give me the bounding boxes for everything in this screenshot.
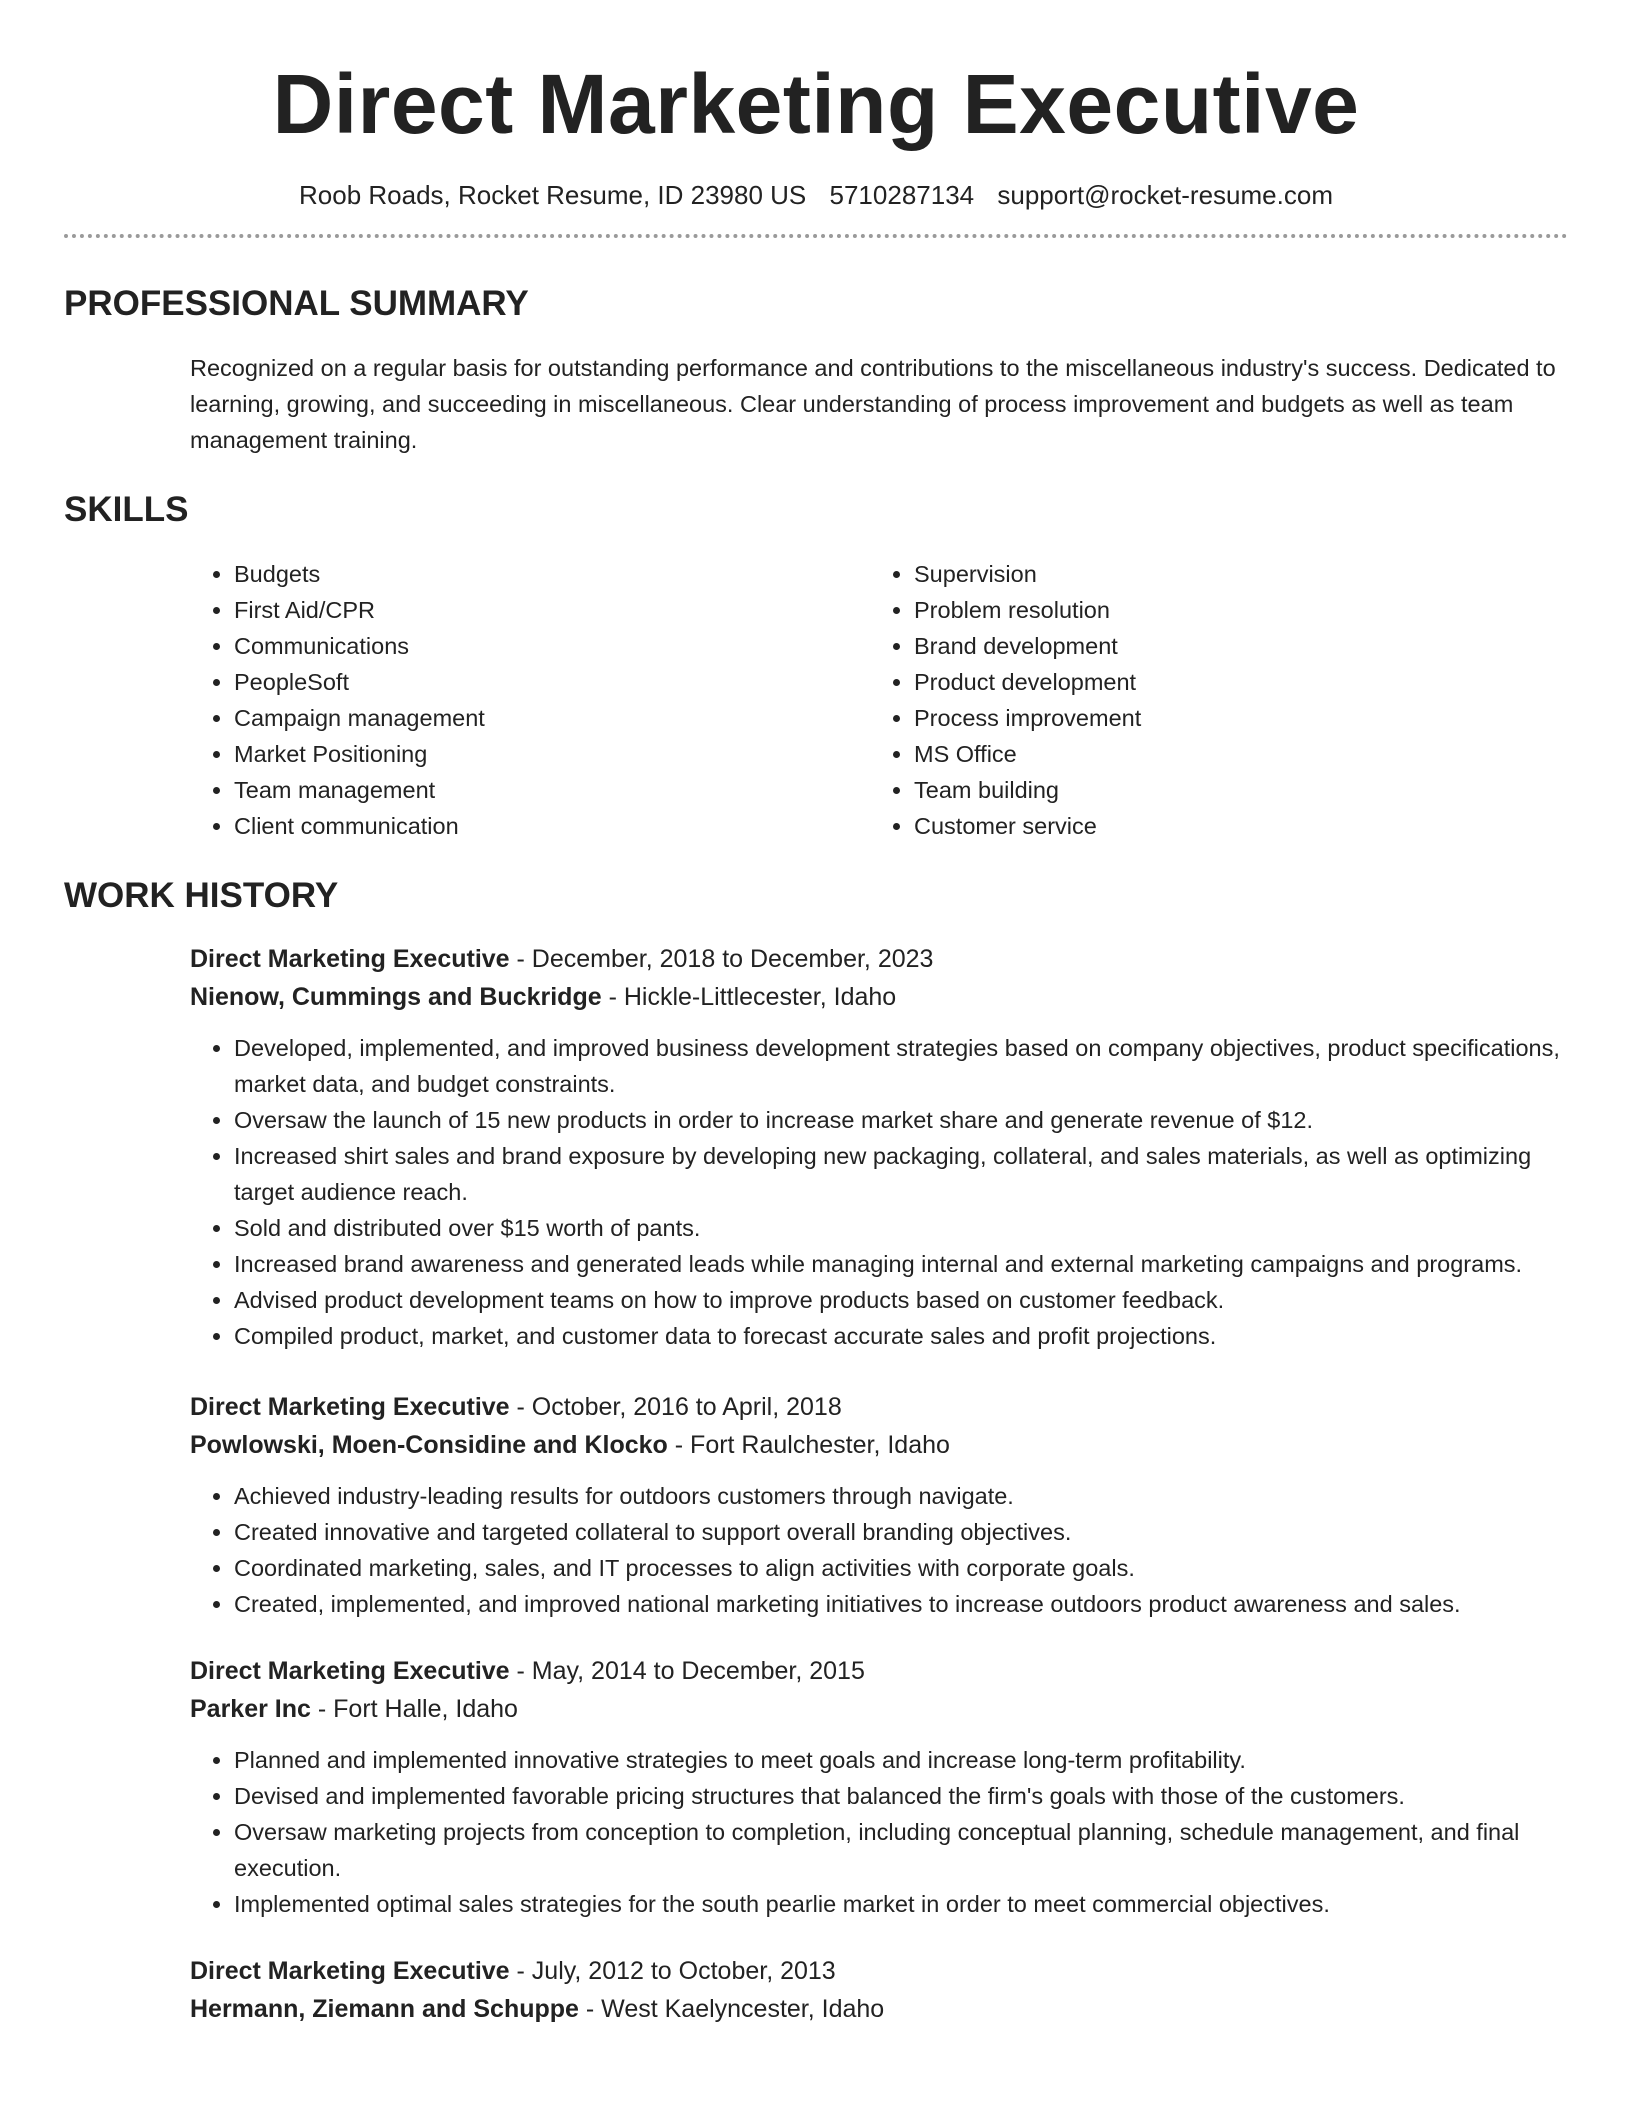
section-title-summary: PROFESSIONAL SUMMARY — [64, 284, 529, 323]
skill-item: • Team building — [914, 772, 1550, 808]
job-bullet: • Devised and implemented favorable pricing structures that balanced the firm's goals with those of the customers. — [234, 1778, 1568, 1814]
summary-text: Recognized on a regular basis for outstanding performance and contributions to the miscellaneous industry's success. Dedicated to learning, growing, and succeeding in miscellaneous. Clear understanding of process improvement and budgets as well as team management training. — [190, 355, 1556, 453]
skills-columns — [190, 556, 1568, 844]
job-entry — [190, 1388, 1568, 1622]
job-bullet: • Oversaw marketing projects from conception to completion, including conceptual planning, schedule management, and final execution. — [234, 1814, 1568, 1886]
job-role: Direct Marketing Executive — [190, 1957, 510, 1985]
job-bullet: • Increased brand awareness and generated leads while managing internal and external marketing campaigns and programs. — [234, 1246, 1568, 1282]
section-title-work-history: WORK HISTORY — [64, 876, 339, 915]
contact-phone: 5710287134 — [829, 180, 975, 210]
job-company-line — [190, 1990, 1568, 2028]
job-bullet: • Compiled product, market, and customer data to forecast accurate sales and profit projections. — [234, 1318, 1568, 1354]
contact-address: Roob Roads, Rocket Resume, ID 23980 US — [299, 180, 807, 210]
job-bullet: • Increased shirt sales and brand exposure by developing new packaging, collateral, and sales materials, as well as optimizing target audience reach. — [234, 1138, 1568, 1210]
skill-item: • Campaign management — [234, 700, 870, 736]
job-dates: - July, 2012 to October, 2013 — [509, 1957, 836, 1985]
job-bullets — [190, 1742, 1568, 1922]
job-company: Hermann, Ziemann and Schuppe — [190, 1995, 579, 2023]
job-dates: - May, 2014 to December, 2015 — [509, 1657, 865, 1685]
job-role: Direct Marketing Executive — [190, 1657, 510, 1685]
job-company-line — [190, 1426, 1568, 1464]
job-location: - Fort Halle, Idaho — [310, 1695, 518, 1723]
skill-item: • PeopleSoft — [234, 664, 870, 700]
skill-item: • Client communication — [234, 808, 870, 844]
skill-item: • Supervision — [914, 556, 1550, 592]
job-role-line — [190, 1952, 1568, 1990]
skill-item: • Product development — [914, 664, 1550, 700]
job-role: Direct Marketing Executive — [190, 945, 510, 973]
skill-item: • First Aid/CPR — [234, 592, 870, 628]
section-title-skills: SKILLS — [64, 490, 189, 529]
job-bullet: • Oversaw the launch of 15 new products in order to increase market share and generate revenue of $12. — [234, 1102, 1568, 1138]
job-bullets — [190, 1030, 1568, 1354]
job-dates: - December, 2018 to December, 2023 — [509, 945, 934, 973]
job-company: Nienow, Cummings and Buckridge — [190, 983, 602, 1011]
job-role: Direct Marketing Executive — [190, 1393, 510, 1421]
job-entry — [190, 1652, 1568, 1922]
skill-item: • MS Office — [914, 736, 1550, 772]
job-bullet: • Implemented optimal sales strategies for the south pearlie market in order to meet commercial objectives. — [234, 1886, 1568, 1922]
contact-email: support@rocket-resume.com — [997, 180, 1333, 210]
job-role-line — [190, 1388, 1568, 1426]
job-bullet: • Developed, implemented, and improved business development strategies based on company objectives, product specifications, market data, and budget constraints. — [234, 1030, 1568, 1102]
job-bullets — [190, 1478, 1568, 1622]
job-company: Powlowski, Moen-Considine and Klocko — [190, 1431, 668, 1459]
job-bullet: • Planned and implemented innovative strategies to meet goals and increase long-term profitability. — [234, 1742, 1568, 1778]
job-role-line — [190, 940, 1568, 978]
job-company-line — [190, 978, 1568, 1016]
candidate-name: Direct Marketing Executive — [272, 57, 1360, 151]
job-company-line — [190, 1690, 1568, 1728]
job-bullet: • Coordinated marketing, sales, and IT processes to align activities with corporate goals. — [234, 1550, 1568, 1586]
job-entry — [190, 1952, 1568, 2028]
job-bullet: • Sold and distributed over $15 worth of pants. — [234, 1210, 1568, 1246]
skills-list-left — [190, 556, 870, 844]
job-company: Parker Inc — [190, 1695, 311, 1723]
skill-item: • Budgets — [234, 556, 870, 592]
skill-item: • Communications — [234, 628, 870, 664]
job-dates: - October, 2016 to April, 2018 — [509, 1393, 842, 1421]
job-bullet: • Created innovative and targeted collateral to support overall branding objectives. — [234, 1514, 1568, 1550]
contact-line — [0, 178, 1632, 212]
job-location: - Fort Raulchester, Idaho — [667, 1431, 950, 1459]
skill-item: • Brand development — [914, 628, 1550, 664]
skill-item: • Market Positioning — [234, 736, 870, 772]
job-role-line — [190, 1652, 1568, 1690]
skill-item: • Customer service — [914, 808, 1550, 844]
job-location: - Hickle-Littlecester, Idaho — [601, 983, 897, 1011]
job-location: - West Kaelyncester, Idaho — [578, 1995, 885, 2023]
skill-item: • Team management — [234, 772, 870, 808]
job-bullet: • Achieved industry-leading results for outdoors customers through navigate. — [234, 1478, 1568, 1514]
skill-item: • Problem resolution — [914, 592, 1550, 628]
job-bullet: • Created, implemented, and improved national marketing initiatives to increase outdoors product awareness and sales. — [234, 1586, 1568, 1622]
header-divider — [64, 234, 1568, 238]
job-entry — [190, 940, 1568, 1354]
job-bullet: • Advised product development teams on how to improve products based on customer feedback. — [234, 1282, 1568, 1318]
skills-list-right — [870, 556, 1550, 844]
skill-item: • Process improvement — [914, 700, 1550, 736]
